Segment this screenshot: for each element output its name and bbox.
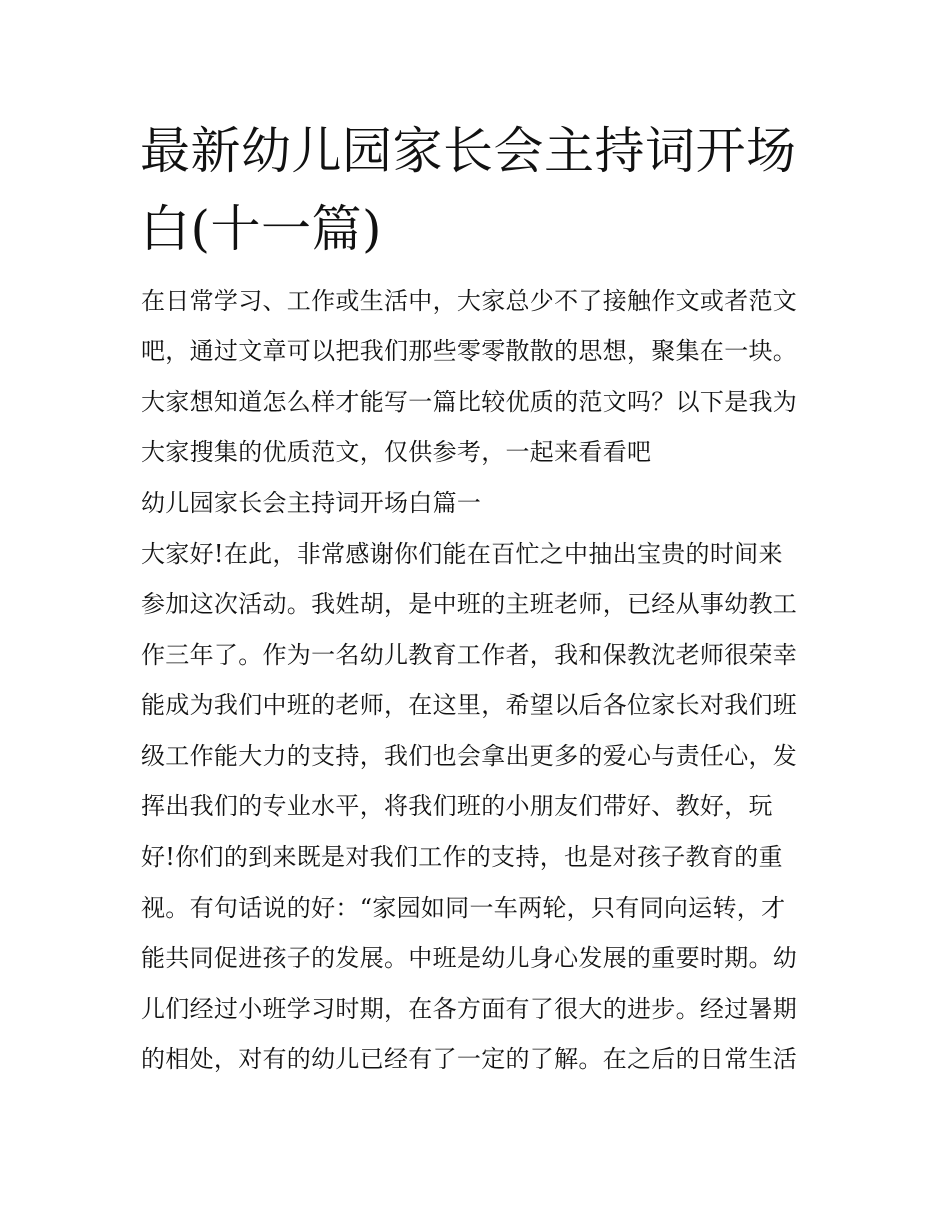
- section-heading: 幼儿园家长会主持词开场白篇一: [141, 489, 482, 517]
- intro-line-2: 吧，通过文章可以把我们那些零零散散的思想，聚集在一块。: [141, 337, 798, 365]
- body-line-6: 挥出我们的专业水平，将我们班的小朋友们带好、教好，玩: [141, 792, 773, 820]
- body-line-1: 大家好!在此，非常感谢你们能在百忙之中抽出宝贵的时间来: [141, 540, 783, 568]
- body-line-3: 作三年了。作为一名幼儿教育工作者，我和保教沈老师很荣幸: [141, 641, 798, 669]
- body-line-7: 好!你们的到来既是对我们工作的支持，也是对孩子教育的重: [141, 843, 783, 871]
- intro-line-3: 大家想知道怎么样才能写一篇比较优质的范文吗？以下是我为: [141, 388, 798, 416]
- body-line-10: 儿们经过小班学习时期，在各方面有了很大的进步。经过暑期: [141, 995, 798, 1023]
- body-line-2: 参加这次活动。我姓胡，是中班的主班老师，已经从事幼教工: [141, 590, 798, 618]
- title-line-1: 最新幼儿园家长会主持词开场: [140, 122, 797, 180]
- body-line-5: 级工作能大力的支持，我们也会拿出更多的爱心与责任心，发: [141, 742, 798, 770]
- body-line-9: 能共同促进孩子的发展。中班是幼儿身心发展的重要时期。幼: [141, 944, 798, 972]
- body-line-4: 能成为我们中班的老师，在这里，希望以后各位家长对我们班: [141, 691, 798, 719]
- title-line-2: 白(十一篇): [140, 200, 383, 258]
- body-line-8: 视。有句话说的好：“家园如同一车两轮，只有同向运转，才: [141, 894, 786, 922]
- intro-line-1: 在日常学习、工作或生活中，大家总少不了接触作文或者范文: [141, 287, 798, 315]
- body-line-11: 的相处，对有的幼儿已经有了一定的了解。在之后的日常生活: [141, 1045, 798, 1073]
- intro-line-4: 大家搜集的优质范文，仅供参考，一起来看看吧: [141, 438, 652, 466]
- document-title: [140, 112, 820, 268]
